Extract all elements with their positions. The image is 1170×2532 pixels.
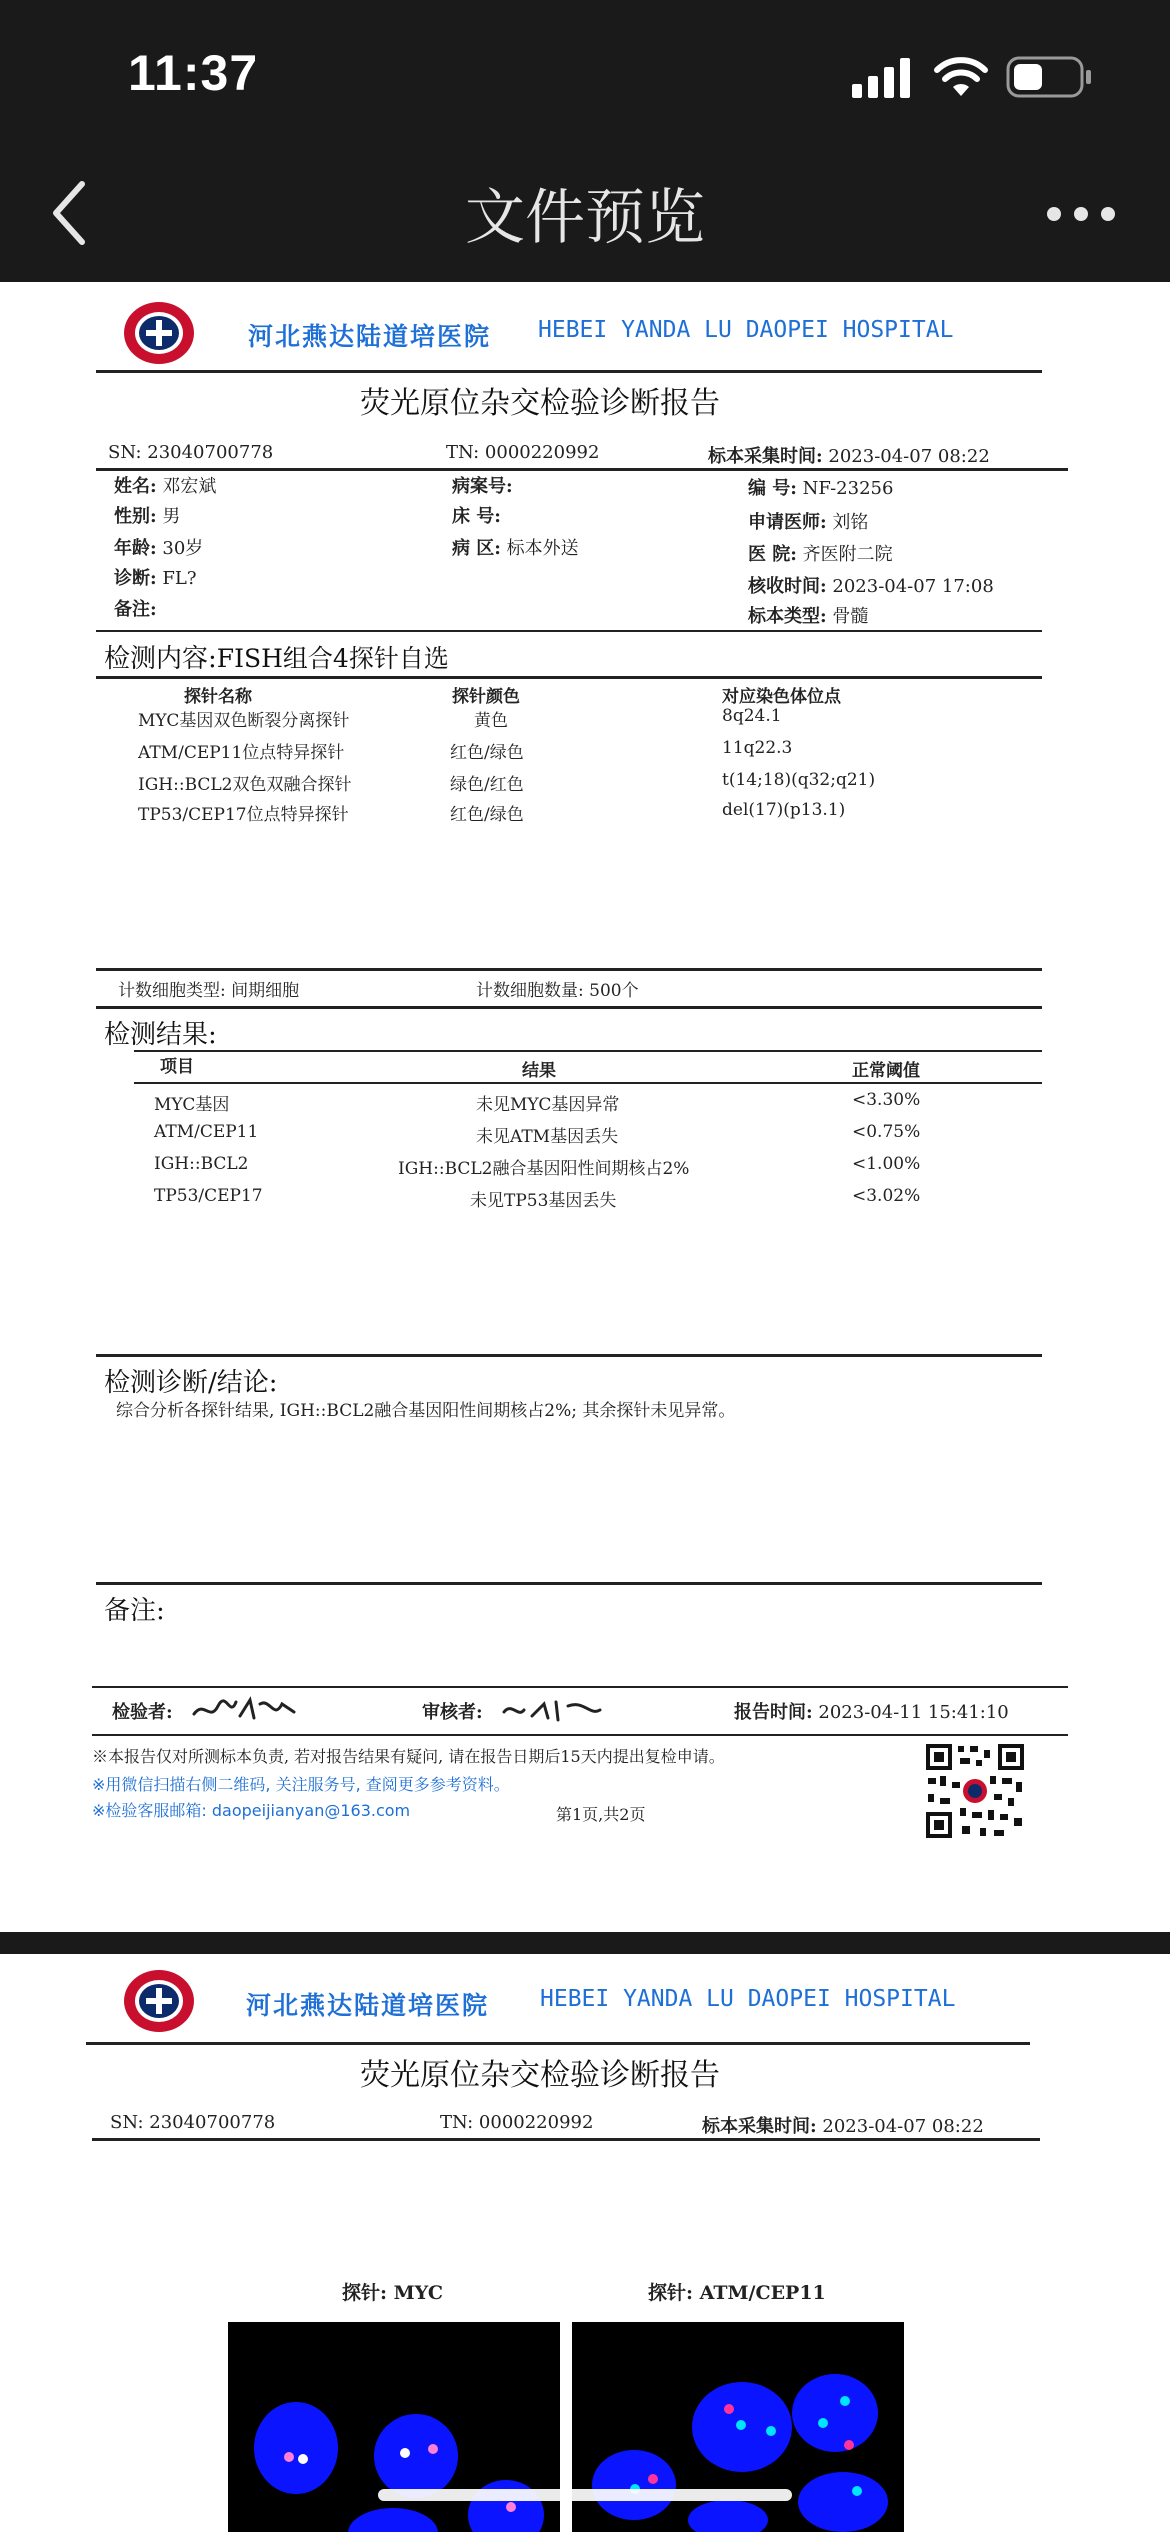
conclusion-title: 检测诊断/结论: <box>104 1368 278 1398</box>
content-title: 检测内容: <box>104 644 217 674</box>
probe-row-2-color: 红色/绿色 <box>450 743 524 763</box>
result-row-2-threshold: <0.75% <box>852 1122 921 1142</box>
page-number: 第1页,共2页 <box>556 1805 646 1824</box>
tn-label-page2: TN: <box>440 2112 474 2133</box>
report-time-label: 报告时间: <box>734 1702 813 1723</box>
examiner-signature <box>190 1692 300 1726</box>
count-type-value: 间期细胞 <box>231 981 300 1001</box>
qr-code-icon[interactable] <box>924 1742 1026 1840</box>
page-separator <box>0 1932 1170 1954</box>
home-indicator[interactable] <box>378 2489 792 2501</box>
probe-row-1-locus: 8q24.1 <box>722 706 782 726</box>
tn-value: 0000220992 <box>484 442 600 463</box>
collect-label-page2: 标本采集时间: <box>702 2116 817 2137</box>
sn-label: SN: <box>108 442 142 463</box>
probe-row-3-name: IGH::BCL2双色双融合探针 <box>138 775 352 795</box>
probe-row-1-name: MYC基因双色断裂分离探针 <box>138 711 350 731</box>
result-row-4-threshold: <3.02% <box>852 1186 921 1206</box>
results-header-result: 结果 <box>522 1061 556 1081</box>
conclusion-text: 综合分析各探针结果, IGH::BCL2融合基因阳性间期核占2%; 其余探针未见异常。 <box>116 1401 736 1421</box>
more-options-icon[interactable] <box>1046 202 1116 226</box>
result-row-2-item: ATM/CEP11 <box>154 1122 259 1142</box>
result-row-3-result: IGH::BCL2融合基因阳性间期核占2% <box>398 1159 690 1179</box>
hosp-label: 医 院: <box>748 544 797 565</box>
probe-row-4-color: 红色/绿色 <box>450 805 524 825</box>
result-row-4-result: 未见TP53基因丢失 <box>470 1191 617 1211</box>
hospital-name-en-page2: HEBEI YANDA LU DAOPEI HOSPITAL <box>540 1986 956 2012</box>
reviewer-signature <box>498 1694 610 1724</box>
probe-row-2-name: ATM/CEP11位点特异探针 <box>138 743 345 763</box>
count-num-label: 计数细胞数量: <box>476 981 584 1001</box>
case-label: 病案号: <box>452 476 513 497</box>
no-value: NF-23256 <box>802 478 894 499</box>
nav-bar <box>0 150 1170 282</box>
examiner-label: 检验者: <box>112 1702 173 1723</box>
diag-label: 诊断: <box>114 568 157 589</box>
nav-title: 文件预览 <box>465 183 705 253</box>
no-label: 编 号: <box>748 478 797 499</box>
doctor-value: 刘铭 <box>832 512 869 533</box>
result-row-3-item: IGH::BCL2 <box>154 1154 249 1174</box>
collect-label: 标本采集时间: <box>708 446 823 467</box>
hospital-logo-page2 <box>122 1968 196 2034</box>
report-page-1[interactable] <box>0 282 1170 1932</box>
cellular-signal-icon <box>852 58 914 98</box>
count-type-label: 计数细胞类型: <box>118 981 226 1001</box>
results-header-threshold: 正常阈值 <box>852 1061 920 1081</box>
probe-row-1-color: 黄色 <box>474 711 508 731</box>
results-header-item: 项目 <box>160 1057 194 1077</box>
report-time-value: 2023-04-11 15:41:10 <box>818 1702 1009 1723</box>
reviewer-label: 审核者: <box>422 1702 483 1723</box>
hosp-value: 齐医附二院 <box>802 544 893 565</box>
wifi-icon <box>934 56 988 98</box>
probe-row-4-name: TP53/CEP17位点特异探针 <box>138 805 349 825</box>
probe-label-atm: 探针: ATM/CEP11 <box>648 2282 826 2304</box>
count-num-value: 500个 <box>589 981 639 1001</box>
ward-label: 病 区: <box>452 538 501 559</box>
result-row-1-result: 未见MYC基因异常 <box>476 1095 620 1115</box>
tn-value-page2: 0000220992 <box>478 2112 594 2133</box>
probe-row-2-locus: 11q22.3 <box>722 738 793 758</box>
probe-header-locus: 对应染色体位点 <box>722 687 841 707</box>
content-value: FISH组合4探针自选 <box>216 644 449 673</box>
result-row-3-threshold: <1.00% <box>852 1154 921 1174</box>
age-value: 30岁 <box>162 538 204 559</box>
results-title: 检测结果: <box>104 1020 217 1050</box>
sn-label-page2: SN: <box>110 2112 144 2133</box>
hospital-name-cn-page2: 河北燕达陆道培医院 <box>246 1991 490 2020</box>
sex-value: 男 <box>162 506 181 527</box>
probe-row-3-color: 绿色/红色 <box>450 775 524 795</box>
doctor-label: 申请医师: <box>748 512 827 533</box>
ward-value: 标本外送 <box>506 538 579 559</box>
battery-icon <box>1006 56 1094 100</box>
remark-label: 备注: <box>114 599 157 620</box>
report-title: 荧光原位杂交检验诊断报告 <box>360 386 720 421</box>
result-row-2-result: 未见ATM基因丢失 <box>476 1127 619 1147</box>
report-title-page2: 荧光原位杂交检验诊断报告 <box>360 2058 720 2093</box>
probe-row-4-locus: del(17)(p13.1) <box>722 800 846 820</box>
receive-label: 核收时间: <box>748 576 827 597</box>
probe-header-name: 探针名称 <box>184 687 252 707</box>
diag-value: FL? <box>162 568 197 589</box>
collect-time-page2: 2023-04-07 08:22 <box>822 2116 984 2137</box>
probe-header-color: 探针颜色 <box>452 687 520 707</box>
type-label: 标本类型: <box>748 606 827 627</box>
probe-row-3-locus: t(14;18)(q32;q21) <box>722 770 876 790</box>
sn-value-page2: 23040700778 <box>149 2112 276 2133</box>
collect-time: 2023-04-07 08:22 <box>828 446 990 467</box>
type-value: 骨髓 <box>832 606 869 627</box>
status-time: 11:37 <box>128 45 259 101</box>
report-page-2[interactable] <box>0 1954 1170 2532</box>
hospital-name-en: HEBEI YANDA LU DAOPEI HOSPITAL <box>538 317 954 343</box>
name-value: 邓宏斌 <box>162 476 217 497</box>
sn-value: 23040700778 <box>147 442 274 463</box>
result-row-1-item: MYC基因 <box>154 1095 230 1115</box>
footer-note-2: ※用微信扫描右侧二维码, 关注服务号, 查阅更多参考资料。 <box>92 1775 510 1794</box>
footer-note-3: ※检验客服邮箱: daopeijianyan@163.com <box>92 1801 411 1820</box>
hospital-logo <box>122 300 196 366</box>
age-label: 年龄: <box>114 538 157 559</box>
bed-label: 床 号: <box>452 506 501 527</box>
hospital-name-cn: 河北燕达陆道培医院 <box>248 322 492 351</box>
receive-value: 2023-04-07 17:08 <box>832 576 994 597</box>
result-row-4-item: TP53/CEP17 <box>154 1186 263 1206</box>
probe-label-myc: 探针: MYC <box>342 2282 444 2304</box>
status-bar <box>0 0 1170 150</box>
name-label: 姓名: <box>114 476 157 497</box>
sex-label: 性别: <box>114 506 157 527</box>
remarks-title: 备注: <box>104 1596 165 1626</box>
tn-label: TN: <box>446 442 480 463</box>
result-row-1-threshold: <3.30% <box>852 1090 921 1110</box>
footer-note-1: ※本报告仅对所测标本负责, 若对报告结果有疑问, 请在报告日期后15天内提出复检申请。 <box>92 1747 725 1766</box>
